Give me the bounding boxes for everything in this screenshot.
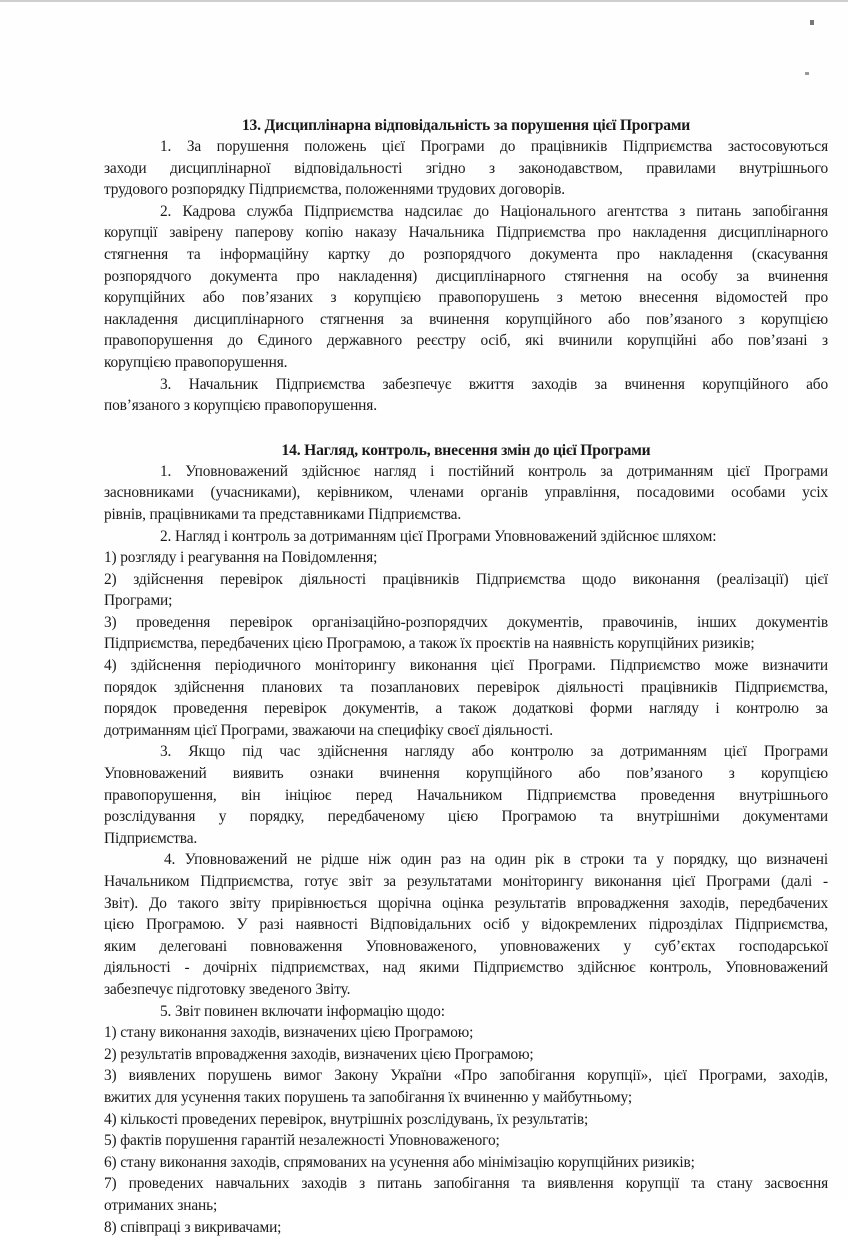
text-line: 3) проведення перевірок організаційно-розпорядчих документів, правочинів, інших документів bbox=[104, 612, 828, 634]
text-line: накладення дисциплінарного стягнення за вчинення корупційного або пов’язаного з корупцією bbox=[104, 309, 828, 331]
paragraph bbox=[104, 1217, 828, 1238]
scan-edge bbox=[0, 0, 848, 2]
paragraph bbox=[104, 1044, 828, 1066]
text-line: Підприємства. bbox=[104, 828, 828, 850]
text-line: забезпечує підготовку зведеного Звіту. bbox=[104, 979, 828, 1001]
paragraph bbox=[104, 526, 828, 548]
text-line: 2) результатів впровадження заходів, визначених цією Програмою; bbox=[104, 1044, 828, 1066]
paragraph bbox=[104, 547, 828, 569]
text-line: 2. Кадрова служба Підприємства надсилає до Національного агентства з питань запобігання bbox=[104, 201, 828, 223]
text-line: правопорушення, він ініціює перед Начальником Підприємства проведення внутрішнього bbox=[104, 785, 828, 807]
paragraph bbox=[104, 201, 828, 374]
text-line: Програми; bbox=[104, 590, 828, 612]
text-line: дотриманням цієї Програми, зважаючи на специфіку своєї діяльності. bbox=[104, 720, 828, 742]
paragraph bbox=[104, 461, 828, 526]
scan-speck bbox=[810, 20, 814, 25]
text-line: Начальником Підприємства, готує звіт за результатами моніторингу виконання цієї Програми (далі - bbox=[104, 871, 828, 893]
text-line: Підприємства, передбачених цією Програмою, а також їх проєктів на наявність корупційних ризиків; bbox=[104, 633, 828, 655]
document-body bbox=[104, 116, 828, 1238]
text-line: корупції завірену паперову копію наказу Начальника Підприємства про накладення дисциплінарного bbox=[104, 222, 828, 244]
paragraph bbox=[104, 1130, 828, 1152]
text-line: правопорушення до Єдиного державного реєстру осіб, які вчинили корупційні або пов’язані з bbox=[104, 330, 828, 352]
paragraph bbox=[104, 741, 828, 849]
text-line: пов’язаного з корупцією правопорушення. bbox=[104, 395, 828, 417]
text-line: 1) розгляду і реагування на Повідомлення; bbox=[104, 547, 828, 569]
paragraph bbox=[104, 1065, 828, 1108]
scan-speck bbox=[805, 72, 809, 75]
text-line: порядок проведення перевірок документів, а також додаткові форми нагляду і контролю за bbox=[104, 698, 828, 720]
text-line: яким делеговані повноваження Уповноваженого, уповноважених у суб’єктах господарської bbox=[104, 936, 828, 958]
text-line: 1. За порушення положень цієї Програми до працівників Підприємства застосовуються bbox=[104, 136, 828, 158]
text-line: 4. Уповноважений не рідше ніж один раз на один рік в строки та у порядку, що визначені bbox=[104, 849, 828, 871]
text-line: корупцією правопорушення. bbox=[104, 352, 828, 374]
text-line: 4) здійснення періодичного моніторингу виконання цієї Програми. Підприємство може визначити bbox=[104, 655, 828, 677]
paragraph bbox=[104, 1109, 828, 1131]
paragraph bbox=[104, 1152, 828, 1174]
text-line: 4) кількості проведених перевірок, внутрішніх розслідувань, їх результатів; bbox=[104, 1109, 828, 1131]
text-line: 2. Нагляд і контроль за дотриманням цієї Програми Уповноважений здійснює шляхом: bbox=[104, 526, 828, 548]
text-line: 5) фактів порушення гарантій незалежності Уповноваженого; bbox=[104, 1130, 828, 1152]
text-line: стягнення та інформаційну картку до розпорядчого документа про накладення (скасування bbox=[104, 244, 828, 266]
paragraph bbox=[104, 849, 828, 1000]
paragraph bbox=[104, 612, 828, 655]
text-line: діяльності - дочірніх підприємствах, над якими Підприємство здійснює контроль, Уповноважений bbox=[104, 957, 828, 979]
text-line: отриманих знань; bbox=[104, 1195, 828, 1217]
paragraph bbox=[104, 374, 828, 417]
paragraph bbox=[104, 136, 828, 201]
text-line: розпорядчого документа про накладення) дисциплінарного стягнення на особу за вчинення bbox=[104, 266, 828, 288]
text-line: Уповноважений виявить ознаки вчинення корупційного або пов’язаного з корупцією bbox=[104, 763, 828, 785]
text-line: рівнів, працівниками та представниками Підприємства. bbox=[104, 504, 828, 526]
text-line: розслідування у порядку, передбаченому цією Програмою та внутрішніми документами bbox=[104, 806, 828, 828]
text-line: цією Програмою. У разі наявності Відповідальних осіб у відокремлених підрозділах Підприємства, bbox=[104, 914, 828, 936]
text-line: 8) співпраці з викривачами; bbox=[104, 1217, 828, 1238]
paragraph bbox=[104, 1022, 828, 1044]
section-heading: 13. Дисциплінарна відповідальність за порушення цієї Програми bbox=[104, 116, 828, 136]
text-line: 3. Якщо під час здійснення нагляду або контролю за дотриманням цієї Програми bbox=[104, 741, 828, 763]
paragraph bbox=[104, 1173, 828, 1216]
text-line: порядок здійснення планових та позапланових перевірок діяльності працівників Підприємства, bbox=[104, 677, 828, 699]
text-line: 6) стану виконання заходів, спрямованих на усунення або мінімізацію корупційних ризиків; bbox=[104, 1152, 828, 1174]
text-line: засновниками (учасниками), керівником, членами органів управління, посадовими особами усіх bbox=[104, 482, 828, 504]
paragraph bbox=[104, 569, 828, 612]
text-line: Звіт). До такого звіту прирівнюється щорічна оцінка результатів впровадження заходів, передбачених bbox=[104, 893, 828, 915]
text-line: 1) стану виконання заходів, визначених цією Програмою; bbox=[104, 1022, 828, 1044]
text-line: 3) виявлених порушень вимог Закону України «Про запобігання корупції», цієї Програми, заходів, bbox=[104, 1065, 828, 1087]
text-line: 3. Начальник Підприємства забезпечує вжиття заходів за вчинення корупційного або bbox=[104, 374, 828, 396]
text-line: 2) здійснення перевірок діяльності працівників Підприємства щодо виконання (реалізації) цієї bbox=[104, 569, 828, 591]
paragraph bbox=[104, 655, 828, 741]
paragraph bbox=[104, 1001, 828, 1023]
text-line: заходи дисциплінарної відповідальності згідно з законодавством, правилами внутрішнього bbox=[104, 158, 828, 180]
section-heading: 14. Нагляд, контроль, внесення змін до цієї Програми bbox=[104, 441, 828, 461]
text-line: 5. Звіт повинен включати інформацію щодо: bbox=[104, 1001, 828, 1023]
text-line: корупційних або пов’язаних з корупцією правопорушень з метою внесення відомостей про bbox=[104, 287, 828, 309]
text-line: вжитих для усунення таких порушень та запобігання їх вчиненню у майбутньому; bbox=[104, 1087, 828, 1109]
text-line: трудового розпорядку Підприємства, положеннями трудових договорів. bbox=[104, 179, 828, 201]
text-line: 7) проведених навчальних заходів з питань запобігання та виявлення корупції та стану засвоєння bbox=[104, 1173, 828, 1195]
text-line: 1. Уповноважений здійснює нагляд і постійний контроль за дотриманням цієї Програми bbox=[104, 461, 828, 483]
